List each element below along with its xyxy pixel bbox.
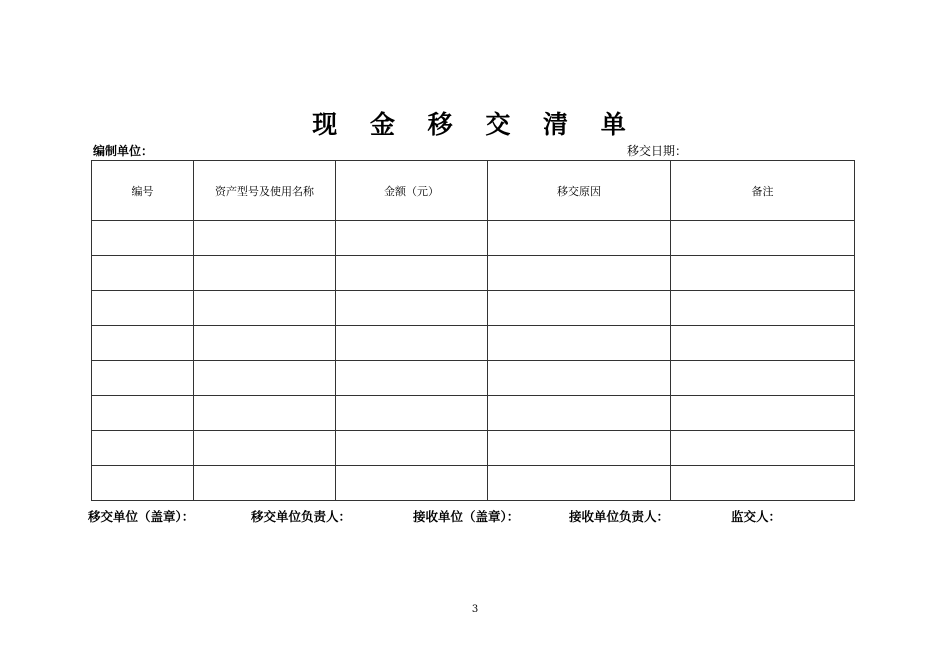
receiving-unit-head-label: 接收单位负责人： [569, 509, 670, 524]
transfer-date-label: 移交日期： [627, 144, 688, 158]
table-cell[interactable] [194, 221, 336, 256]
table-row [92, 256, 855, 291]
table-cell[interactable] [92, 221, 194, 256]
table-row [92, 431, 855, 466]
table-cell[interactable] [92, 291, 194, 326]
table-cell[interactable] [92, 396, 194, 431]
column-header-remarks: 备注 [671, 161, 855, 221]
table-cell[interactable] [488, 291, 671, 326]
table-cell[interactable] [671, 291, 855, 326]
table-cell[interactable] [194, 256, 336, 291]
table-cell[interactable] [194, 361, 336, 396]
signature-footer [0, 508, 950, 526]
table-cell[interactable] [194, 431, 336, 466]
transferring-unit-head-label: 移交单位负责人： [251, 509, 352, 524]
table-row [92, 466, 855, 501]
table-cell[interactable] [488, 466, 671, 501]
receiving-unit-seal-label: 接收单位（盖章）： [413, 509, 520, 524]
table-cell[interactable] [488, 256, 671, 291]
table-cell[interactable] [92, 466, 194, 501]
table-cell[interactable] [336, 361, 488, 396]
table-cell[interactable] [488, 361, 671, 396]
column-header-asset-model: 资产型号及使用名称 [194, 161, 336, 221]
table-cell[interactable] [336, 466, 488, 501]
table-header-row [92, 161, 855, 221]
document-title: 现 金 移 交 清 单 [312, 110, 638, 139]
column-header-transfer-reason: 移交原因 [488, 161, 671, 221]
page-number: 3 [471, 604, 479, 615]
table-row [92, 291, 855, 326]
table-row [92, 361, 855, 396]
table-cell[interactable] [336, 256, 488, 291]
table-cell[interactable] [488, 326, 671, 361]
table-cell[interactable] [92, 326, 194, 361]
table-cell[interactable] [194, 326, 336, 361]
table-cell[interactable] [194, 396, 336, 431]
compiling-unit-label: 编制单位： [93, 144, 154, 158]
table-cell[interactable] [336, 396, 488, 431]
table-cell[interactable] [92, 256, 194, 291]
table-cell[interactable] [671, 326, 855, 361]
table-cell[interactable] [194, 466, 336, 501]
table-cell[interactable] [671, 256, 855, 291]
column-header-number: 编号 [92, 161, 194, 221]
column-header-amount: 金额（元） [336, 161, 488, 221]
table-row [92, 221, 855, 256]
table-cell[interactable] [488, 431, 671, 466]
table-cell[interactable] [671, 396, 855, 431]
cash-transfer-table [91, 160, 855, 501]
table-cell[interactable] [336, 221, 488, 256]
table-cell[interactable] [671, 361, 855, 396]
transferring-unit-seal-label: 移交单位（盖章）： [88, 509, 195, 524]
table-row [92, 326, 855, 361]
table-cell[interactable] [336, 431, 488, 466]
table-cell[interactable] [671, 221, 855, 256]
table-cell[interactable] [92, 431, 194, 466]
table-cell[interactable] [92, 361, 194, 396]
table-cell[interactable] [671, 431, 855, 466]
table-cell[interactable] [488, 221, 671, 256]
table-row [92, 396, 855, 431]
supervisor-label: 监交人： [731, 509, 782, 524]
table-cell[interactable] [194, 291, 336, 326]
table-cell[interactable] [336, 291, 488, 326]
table-cell[interactable] [336, 326, 488, 361]
table-cell[interactable] [488, 396, 671, 431]
table-cell[interactable] [671, 466, 855, 501]
